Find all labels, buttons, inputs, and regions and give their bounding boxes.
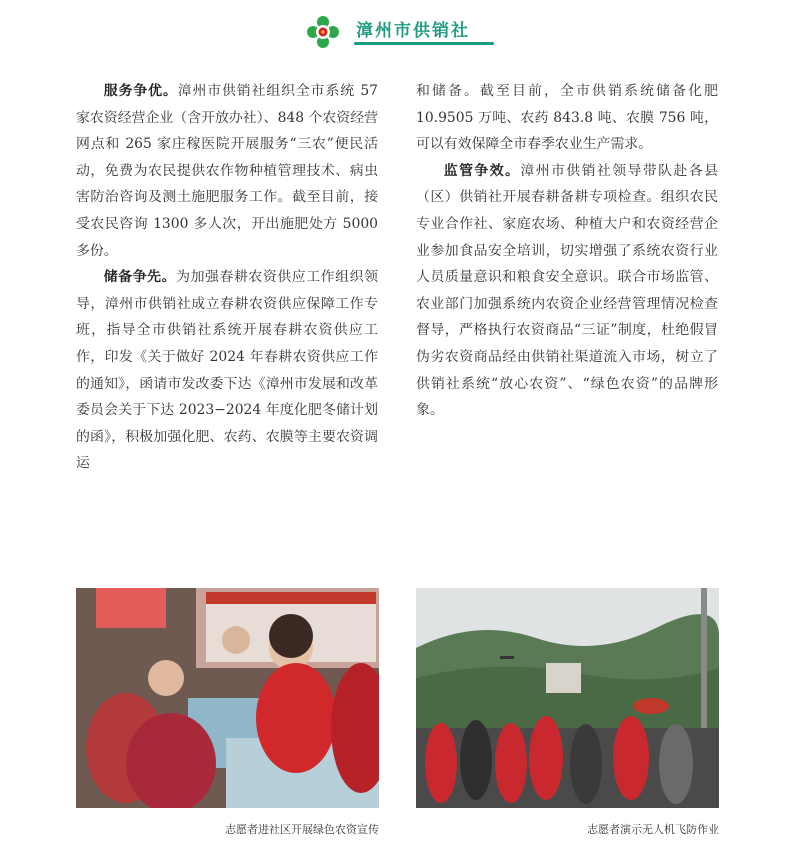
paragraph-lead: 服务争优。 (103, 83, 178, 99)
photo-drone-demo (416, 588, 719, 808)
paragraph-supervision (416, 158, 718, 424)
right-column (416, 78, 718, 424)
paragraph-reserve (76, 264, 378, 477)
coop-logo-icon (306, 15, 340, 49)
paragraph-body: 漳州市供销社组织全市系统 57 家农资经营企业（含开放办社）、848 个农资经营网点和 265 家庄稼医院开展服务“三农”便民活动，免费为农民提供农作物种植管理技术、病虫害防治咨询及测土施肥服务工作。截至目前，接受农民咨询 1300 多人次，开出施肥处方 5000 多份。 (76, 83, 378, 259)
org-name: 漳州市供销社 (356, 21, 470, 41)
paragraph-body: 为加强春耕农资供应工作组织领导，漳州市供销社成立春耕农资供应保障工作专班，指导全市供销社系统开展春耕农资供应工作，印发《关于做好 2024 年春耕农资供应工作的通知》，函请市发改委下达《漳州市发展和改革委员会关于下达 2023−2024 年度化肥冬储计划的函》，积极加强化肥、农药、农膜等主要农资调运 (76, 269, 378, 472)
paragraph-body: 漳州市供销社领导带队赴各县（区）供销社开展春耕备耕专项检查。组织农民专业合作社、家庭农场、种植大户和农资经营企业参加食品安全培训，切实增强了系统农资行业人员质量意识和粮食安全意识。联合市场监管、农业部门加强系统内农资企业经营管理情况检查督导，严格执行农资商品“三证”制度，杜绝假冒伪劣农资商品经由供销社渠道流入市场，树立了供销社系统“放心农资”、“绿色农资”的品牌形象。 (416, 162, 718, 419)
left-column (76, 78, 378, 477)
paragraph-reserve-continued: 和储备。截至目前，全市供销系统储备化肥 10.9505 万吨、农药 843.8 吨、农膜 756 吨，可以有效保障全市春季农业生产需求。 (416, 83, 718, 153)
paragraph-lead: 监管争效。 (443, 162, 521, 179)
photo-caption: 志愿者进社区开展绿色农资宣传 (225, 823, 379, 836)
paragraph-lead: 储备争先。 (103, 269, 177, 286)
photo-caption: 志愿者演示无人机飞防作业 (587, 823, 719, 836)
page-header (306, 12, 496, 52)
paragraph-service (76, 78, 378, 264)
photo-community-promotion (76, 588, 379, 808)
title-underline (354, 42, 494, 45)
